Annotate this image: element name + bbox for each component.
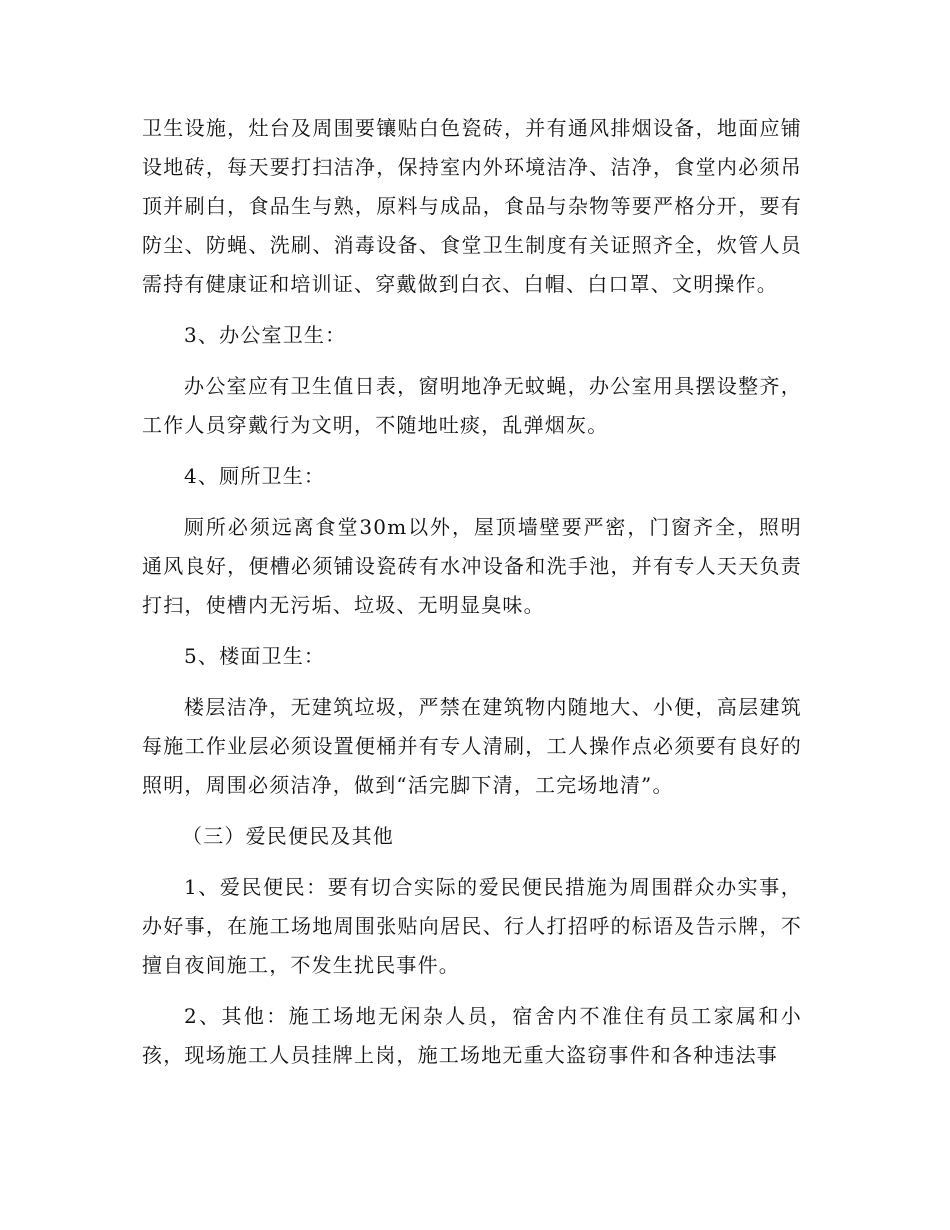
section-heading-community: （三）爱民便民及其他 xyxy=(182,824,394,848)
paragraph-community-relations: 1、爱民便民：要有切合实际的爱民便民措施为周围群众办实事，办好事，在施工场地周围张贴向居民、行人打招呼的标语及告示牌，不擅自夜间施工，不发生扰民事件。 xyxy=(142,875,802,977)
heading-toilet-hygiene: 4、厕所卫生： xyxy=(184,464,326,488)
heading-floor-hygiene: 5、楼面卫生： xyxy=(184,644,326,668)
paragraph-floor-hygiene: 楼层洁净，无建筑垃圾，严禁在建筑物内随地大、小便，高层建筑每施工作业层必须设置便桶并有专人清刷，工人操作点必须要有良好的照明，周围必须洁净，做到“活完脚下清，工完场地清”。 xyxy=(142,695,802,797)
paragraph-office-hygiene: 办公室应有卫生值日表，窗明地净无蚊蝇，办公室用具摆设整齐，工作人员穿戴行为文明，不随地吐痰，乱弹烟灰。 xyxy=(142,374,802,437)
heading-office-hygiene: 3、办公室卫生： xyxy=(184,323,347,347)
paragraph-toilet-hygiene: 厕所必须远离食堂30m以外，屋顶墙壁要严密，门窗齐全，照明通风良好，便槽必须铺设瓷砖有水冲设备和洗手池，并有专人天天负责打扫，使槽内无污垢、垃圾、无明显臭味。 xyxy=(142,515,802,617)
document-body xyxy=(142,109,802,1075)
paragraph-canteen-hygiene-continued: 卫生设施，灶台及周围要镶贴白色瓷砖，并有通风排烟设备，地面应铺设地砖，每天要打扫洁净，保持室内外环境洁净、洁净，食堂内必须吊顶并刷白，食品生与熟，原料与成品，食品与杂物等要严格分开，要有防尘、防蝇、洗刷、消毒设备、食堂卫生制度有关证照齐全，炊管人员需持有健康证和培训证、穿戴做到白衣、白帽、白口罩、文明操作。 xyxy=(142,116,802,296)
paragraph-other-requirements: 2、其他：施工场地无闲杂人员，宿舍内不准住有员工家属和小孩，现场施工人员挂牌上岗，施工场地无重大盗窃事件和各种违法事 xyxy=(142,1004,802,1067)
